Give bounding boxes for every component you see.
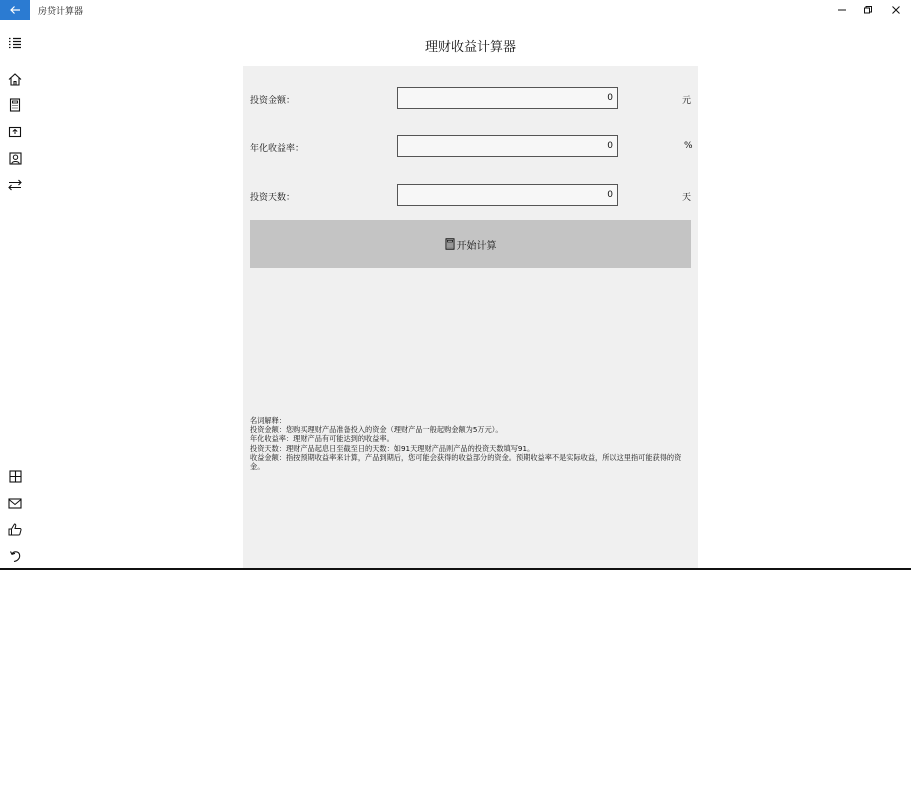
annual-rate-label: 年化收益率： (250, 144, 305, 154)
calculator-panel (243, 66, 698, 568)
investment-days-label: 投资天数： (250, 193, 296, 203)
back-arrow-icon (9, 5, 21, 15)
finance-icon (8, 126, 22, 138)
investment-days-unit: 天 (682, 193, 692, 203)
title-bar (0, 0, 911, 20)
home-icon (8, 73, 22, 86)
term-explanation (250, 416, 695, 471)
sidebar-item-like[interactable] (5, 519, 25, 539)
close-icon (891, 5, 901, 15)
restore-icon (863, 5, 873, 15)
profile-icon (9, 152, 22, 165)
explanation-line: 年化收益率：理财产品有可能达到的收益率。 (250, 434, 394, 444)
page-title: 理财收益计算器 (424, 40, 516, 55)
menu-button[interactable] (5, 33, 25, 53)
sidebar-item-undo[interactable] (5, 546, 25, 566)
undo-icon (9, 549, 22, 563)
start-calculate-button[interactable] (250, 220, 691, 268)
annual-rate-unit: % (684, 141, 693, 151)
investment-days-input[interactable] (397, 184, 618, 206)
window-bottom-divider (0, 568, 911, 570)
sidebar-item-mail[interactable] (5, 493, 25, 513)
sidebar-nav (0, 30, 30, 570)
investment-amount-unit: 元 (682, 96, 692, 106)
minimize-icon (837, 5, 847, 15)
calculator-icon (9, 98, 21, 112)
sidebar-item-apps[interactable] (5, 466, 25, 486)
restore-button[interactable] (853, 0, 883, 20)
calculator-icon (445, 238, 455, 250)
start-calculate-label: 开始计算 (456, 240, 497, 252)
sidebar-item-profile[interactable] (5, 148, 25, 168)
explanation-line: 投资金额：您购买理财产品准备投入的资金（理财产品一般起购金额为5万元）。 (250, 425, 503, 435)
investment-amount-input[interactable] (397, 87, 618, 109)
switch-arrows-icon (8, 179, 22, 191)
explanation-line: 投资天数：理财产品起息日至截至日的天数：如91天理财产品则产品的投资天数填写91。 (250, 443, 535, 453)
mail-icon (8, 498, 22, 509)
sidebar-item-switch[interactable] (5, 175, 25, 195)
close-button[interactable] (881, 0, 911, 20)
explanation-heading: 名词解释： (250, 416, 286, 425)
thumbs-up-icon (8, 523, 22, 536)
app-title: 房贷计算器 (38, 7, 84, 17)
investment-amount-label: 投资金额： (250, 96, 296, 106)
hamburger-list-icon (8, 37, 22, 49)
annual-rate-input[interactable] (397, 135, 618, 157)
sidebar-item-finance[interactable] (5, 122, 25, 142)
sidebar-item-calculator[interactable] (5, 95, 25, 115)
back-button[interactable] (0, 0, 30, 20)
sidebar-item-home[interactable] (5, 69, 25, 89)
explanation-line: 收益金额：指按预期收益率来计算，产品到期后，您可能会获得的收益部分的资金。预期收益率不是实际收益，所以这里指可能获得的资金。 (250, 452, 682, 472)
grid-icon (9, 470, 22, 483)
